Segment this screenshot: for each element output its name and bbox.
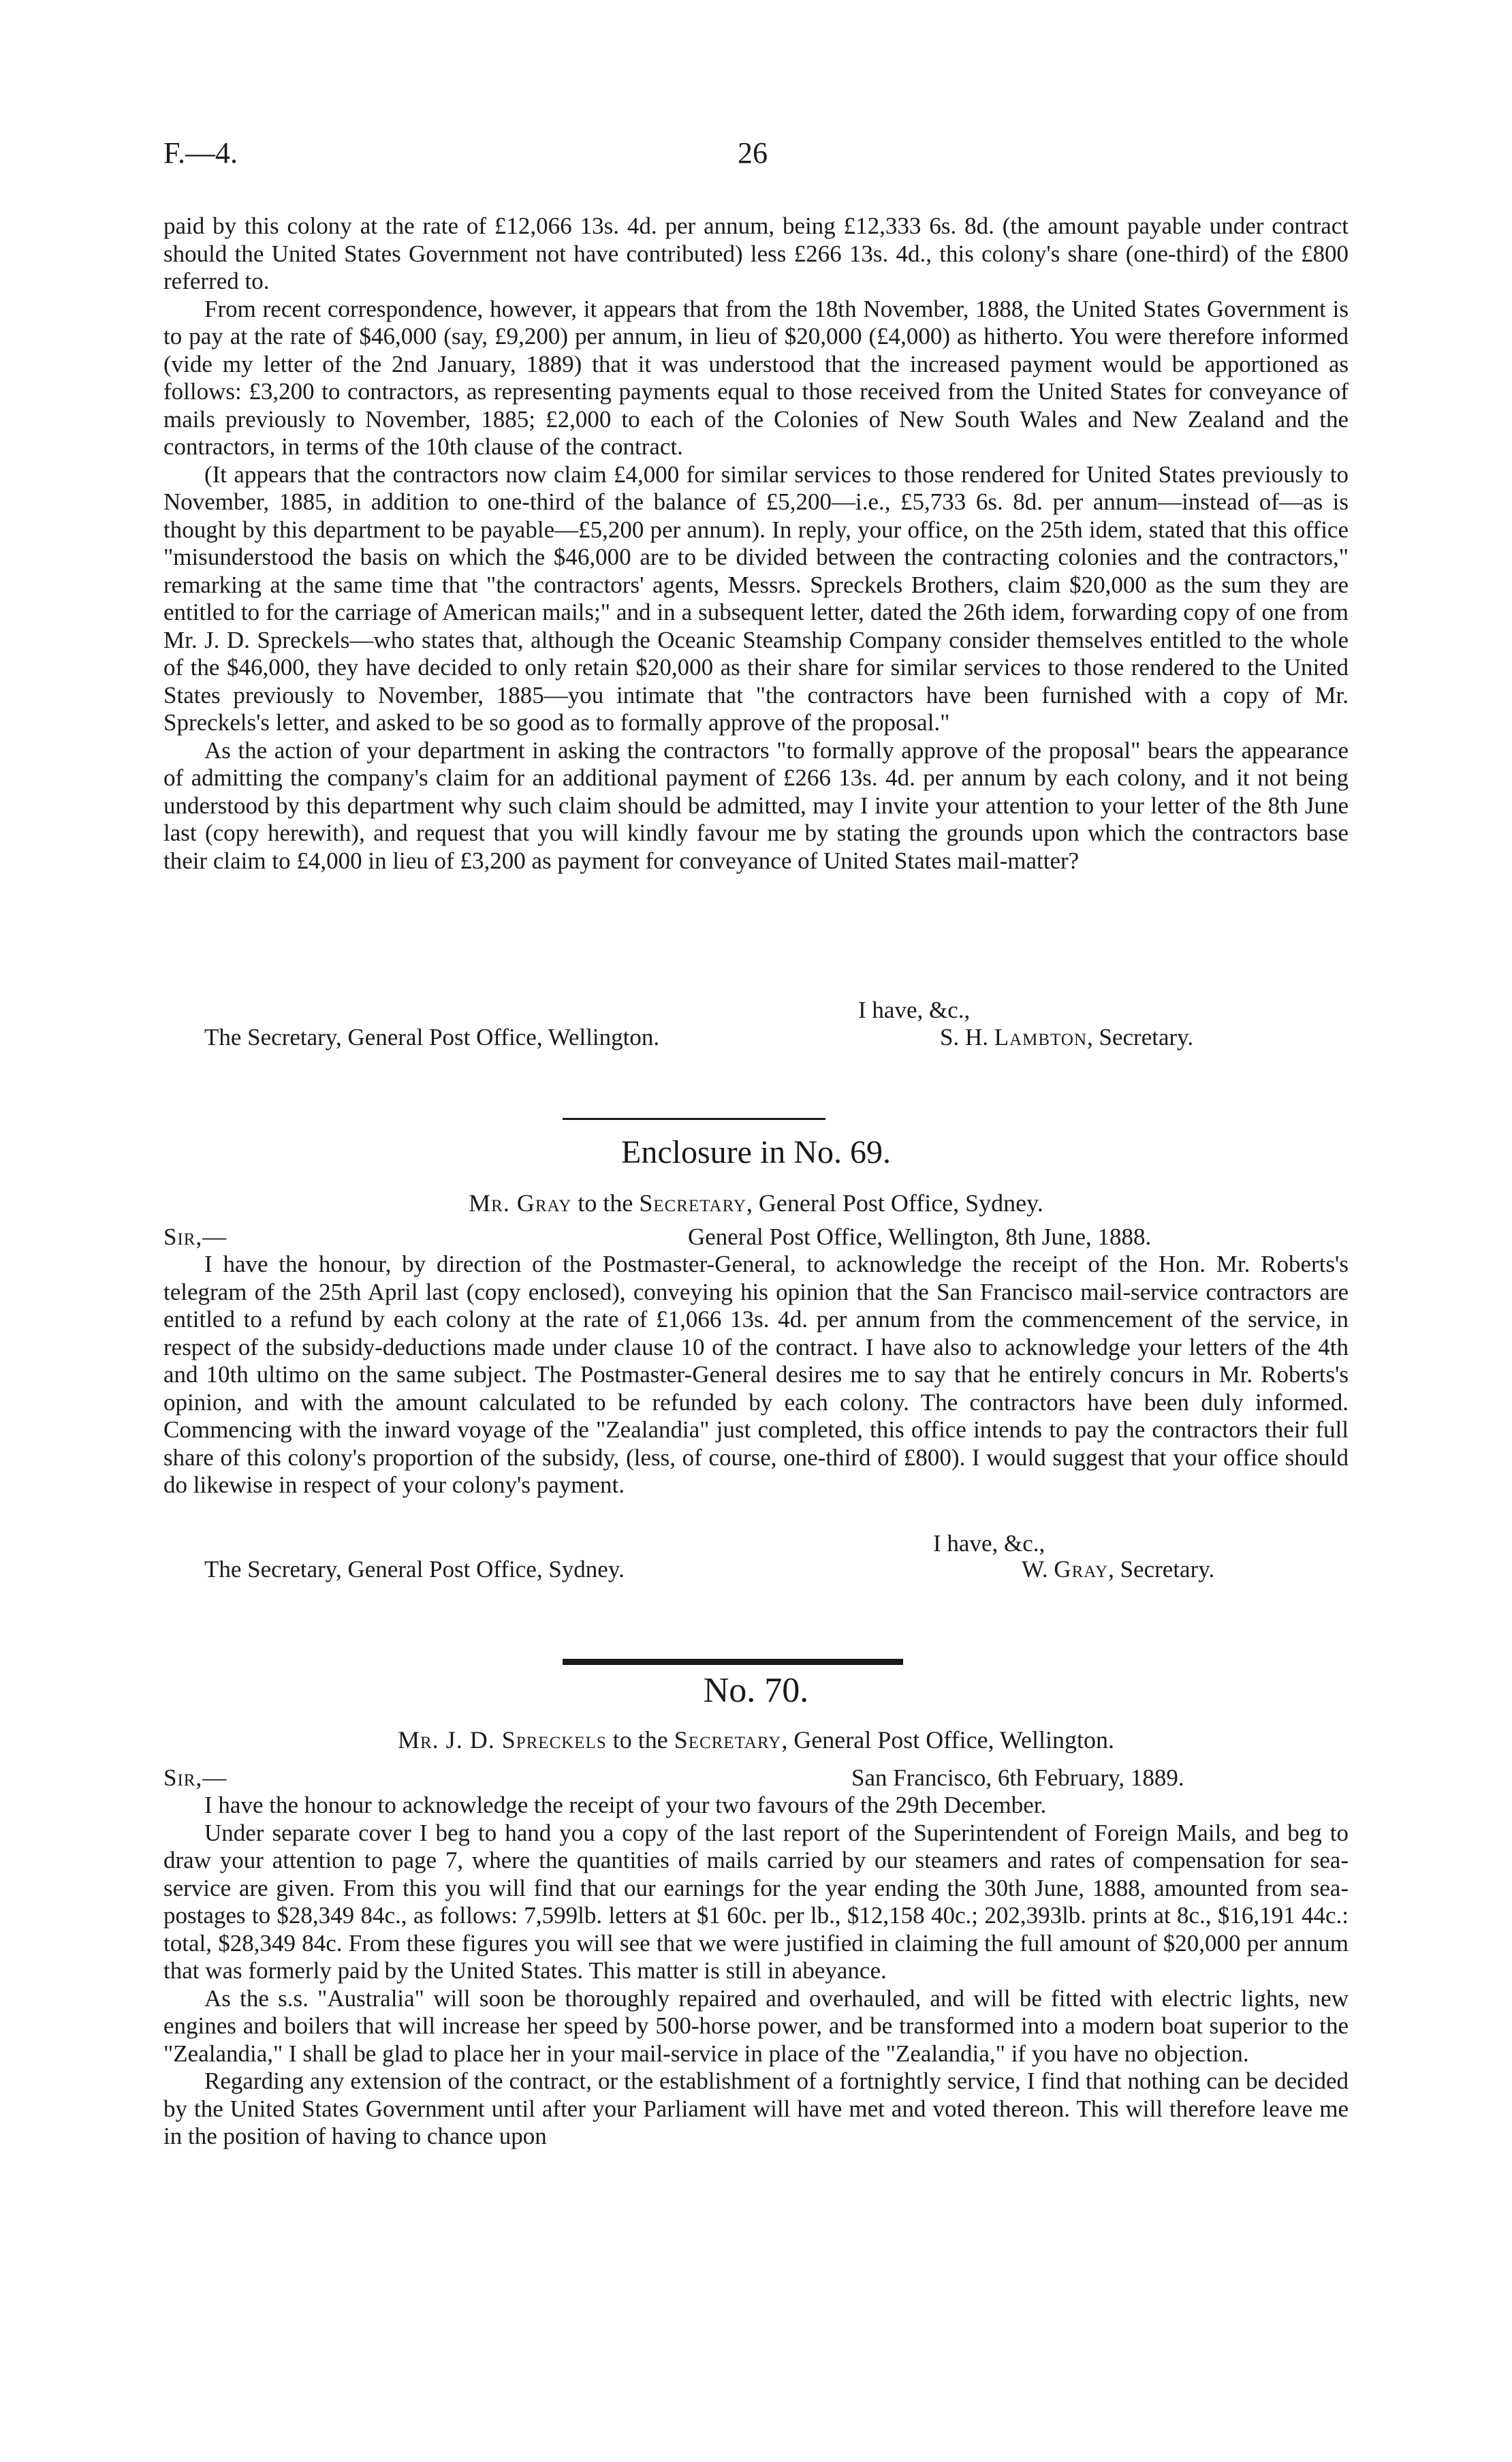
letter-subtitle: [163, 1726, 1349, 1754]
salutation: Sir,—: [163, 1224, 227, 1250]
page-number: 26: [738, 136, 768, 170]
closing-text: I have, &c.,: [933, 1530, 1045, 1557]
document-reference: F.—4.: [163, 136, 238, 170]
closing-text: I have, &c.,: [858, 997, 971, 1023]
paragraph: I have the honour, by direction of the Postmaster-General, to acknowledge the receipt of the Hon. Mr. Roberts's telegram of the 25th April last (copy enclosed), conveying his opinion that the San Francisco mail-service contractors are entitled to a refund by each colony at the rate of £1,066 13s. 4d. per annum from the commencement of the service, in respect of the subsidy-deductions made under clause 10 of the contract. I have also to acknowledge your letters of the 4th and 10th ultimo on the same subject. The Postmaster-General desires me to say that he entirely concurs in Mr. Roberts's opinion, and with the amount calculated to be refunded by each colony. The contractors have been duly informed. Commencing with the inward voyage of the "Zealandia" just completed, this office intends to pay the contractors their full share of this colony's proportion of the subsidy, (less, of course, one-third of £800). I would suggest that your office should do likewise in respect of your colony's payment.: [163, 1251, 1349, 1498]
recipient-title: Secretary: [639, 1189, 746, 1217]
paragraph: As the s.s. "Australia" will soon be thoroughly repaired and overhauled, and will be fitted with electric lights, new engines and boilers that will increase her speed by 500-horse power, and be transformed into a modern boat superior to the "Zealandia," I shall be glad to place her in your mail-service in place of the "Zealandia," if you have no objection.: [163, 1984, 1349, 2067]
enclosure-subtitle: [163, 1189, 1349, 1217]
to-word: to the: [571, 1189, 640, 1217]
paragraph: Regarding any extension of the contract, or the establishment of a fortnightly service, I find that nothing can be decided by the United States Government until after your Parliament will have met and voted thereon. This will therefore leave me in the position of having to chance upon: [163, 2068, 1349, 2149]
salutation-line: [163, 1224, 1349, 1251]
signature-line: [163, 1024, 1349, 1051]
letter-body: [163, 1792, 1349, 2151]
signature-title: , Secretary.: [1108, 1556, 1215, 1583]
dateline: San Francisco, 6th February, 1889.: [851, 1764, 1184, 1791]
signature-name: Gray: [1054, 1556, 1109, 1583]
signature-initials: W.: [1022, 1556, 1048, 1583]
letter-number-title: No. 70.: [703, 1671, 809, 1710]
salutation-line: [163, 1764, 1349, 1792]
signature: [1022, 1556, 1214, 1584]
recipient-place: , General Post Office, Wellington.: [781, 1726, 1114, 1754]
salutation: Sir,—: [163, 1764, 227, 1791]
signature-initials: S. H.: [940, 1024, 988, 1050]
sender-name: Mr. J. D. Spreckels: [398, 1726, 607, 1754]
paragraph: I have the honour to acknowledge the receipt of your two favours of the 29th December.: [204, 1792, 1047, 1818]
recipient-title: Secretary: [674, 1726, 782, 1754]
enclosure-body: [163, 1251, 1349, 1499]
closing-line: [163, 1530, 1349, 1557]
paragraph: From recent correspondence, however, it appears that from the 18th November, 1888, the United States Government is to pay at the rate of $46,000 (say, £9,200) per annum, in lieu of $20,000 (£4,000) as hitherto. You were therefore informed (vide my letter of the 2nd January, 1889) that it was understood that the increased payment would be apportioned as follows: £3,200 to contractors, as representing payments equal to those received from the United States for conveyance of mails previously to November, 1885; £2,000 to each of the Colonies of New South Wales and New Zealand and the contractors, in terms of the 10th clause of the contract.: [163, 295, 1349, 460]
paragraph: Under separate cover I beg to hand you a copy of the last report of the Superintendent of Foreign Mails, and beg to draw your attention to page 7, where the quantities of mails carried by our steamers and rates of compensation for sea-service are given. From this you will find that our earnings for the year ending the 30th June, 1888, amounted from sea-postages to $28,349 84c., as follows: 7,599lb. letters at $1 60c. per lb., $12,158 40c.; 202,393lb. prints at 8c., $16,191 44c.: total, $28,349 84c. From these figures you will see that we were justified in claiming the full amount of $20,000 per annum that was formerly paid by the United States. This matter is still in abeyance.: [163, 1819, 1349, 1984]
addressee: The Secretary, General Post Office, Wellington.: [204, 1024, 660, 1050]
to-word: to the: [606, 1726, 674, 1754]
addressee: The Secretary, General Post Office, Sydney.: [204, 1556, 625, 1583]
closing-line: [163, 997, 1349, 1024]
letter-body: [163, 213, 1349, 875]
dateline: General Post Office, Wellington, 8th June, 1888.: [688, 1224, 1152, 1250]
paragraph: As the action of your department in asking the contractors "to formally approve of the proposal" bears the appearance of admitting the company's claim for an additional payment of £266 13s. 4d. per annum by each colony, and it not being understood by this department why such claim should be admitted, may I invite your attention to your letter of the 8th June last (copy herewith), and request that you will kindly favour me by stating the grounds upon which the contractors base their claim to £4,000 in lieu of £3,200 as payment for conveyance of United States mail-matter?: [163, 736, 1349, 874]
signature-name: Lambton: [994, 1024, 1088, 1050]
signature-line: [163, 1556, 1349, 1583]
signature: [940, 1024, 1193, 1052]
paragraph: paid by this colony at the rate of £12,066 13s. 4d. per annum, being £12,333 6s. 8d. (the amount payable under contract should the United States Government not have contributed) less £266 13s. 4d., this colony's share (one-third) of the £800 referred to.: [163, 213, 1349, 294]
paragraph: (It appears that the contractors now claim £4,000 for similar services to those rendered for United States previously to November, 1885, in addition to one-third of the balance of £5,200—i.e., £5,733 6s. 8d. per annum—instead of—as is thought by this department to be payable—£5,200 per annum). In reply, your office, on the 25th idem, stated that this office "misunderstood the basis on which the $46,000 are to be divided between the contracting colonies and the contractors," remarking at the same time that "the contractors' agents, Messrs. Spreckels Brothers, claim $20,000 as the sum they are entitled to for the carriage of American mails;" and in a subsequent letter, dated the 26th idem, forwarding copy of one from Mr. J. D. Spreckels—who states that, although the Oceanic Steamship Company consider themselves entitled to the whole of the $46,000, they have decided to only retain $20,000 as their share for similar services to those rendered to the United States previously to November, 1885—you intimate that "the contractors have been furnished with a copy of Mr. Spreckels's letter, and asked to be so good as to formally approve of the proposal.": [163, 461, 1349, 736]
sender-name: Mr. Gray: [469, 1189, 572, 1217]
signature-title: , Secretary.: [1087, 1024, 1194, 1050]
section-divider: [563, 1659, 903, 1665]
recipient-place: , General Post Office, Sydney.: [746, 1189, 1043, 1217]
section-divider: [563, 1118, 825, 1120]
enclosure-title: Enclosure in No. 69.: [621, 1134, 891, 1170]
